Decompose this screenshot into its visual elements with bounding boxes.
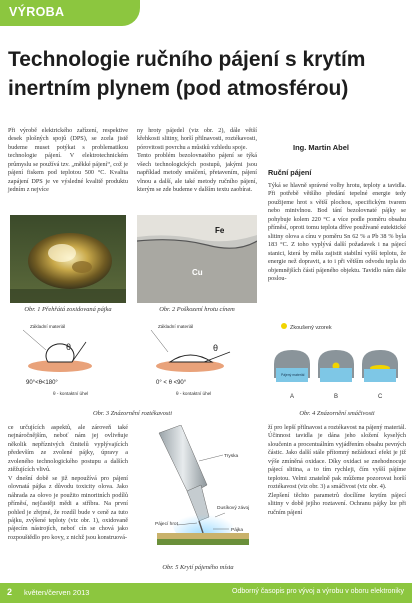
figure-3-base-label-right: Základní materiál [158, 324, 194, 329]
figure-5-diagram [137, 425, 259, 560]
body-column-1-bottom: ce určujících aspektů, ale zároveň také nejnáročnějším, neboť nám jej ovlivňuje několik nepříznivých činitelů vyplývajících především ze zvolené pájky, úpravy a zvoleného technologického postupu a dalších ztěžujících vlivů. V dnešní době se již nepoužívá pro pájení olovnatá pájka z důvodu toxicity olova. Jako náhrada za olovo je použito minoritních podílů příměsí, nejčastěji mědi a stříbra. Na první pohled je zřejmé, že rozdíl bude v ceně za tuto pájku, zvýšené teploty (viz obr. 1), oxidovaně pájecím nástrojích, neboť cín se chová jako rozpouštědlo pro kovy, z nichž jsou konstruová- [8, 424, 128, 541]
journal-name: Odborný časopis pro vývoj a výrobu v oboru elektroniky [232, 588, 404, 595]
figure-1-photo [10, 215, 126, 303]
figure-4-label-b: B [334, 394, 339, 400]
author: Ing. Martin Abel [293, 143, 349, 152]
section-label: VÝROBA [9, 5, 65, 19]
figure-3-theta-right: θ [213, 343, 219, 353]
page-number: 2 [7, 587, 13, 597]
figure-4-sample-label: Zkoušený vzorek [290, 325, 332, 331]
figure-3-angle-note-left: θ - kontaktní úhel [53, 391, 89, 396]
figure-3-theta-left: θ [66, 342, 72, 352]
section-heading: Ruční pájení [268, 168, 312, 177]
figure-3-angle-note-right: θ - kontaktní úhel [176, 391, 212, 396]
figure-3-range-left: 90°<θ<180° [26, 380, 58, 386]
figure-5-caption: Obr. 5 Krytí pájeného místa [162, 564, 234, 571]
figure-4-label-c: C [378, 394, 383, 400]
figure-4-label-a: A [290, 394, 295, 400]
title-line-1: Technologie ručního pájení s krytím [8, 47, 366, 71]
figure-5-label-hrot: Pájecí hrot [155, 522, 178, 527]
figure-2-label-cu: Cu [192, 268, 203, 277]
figure-2-photo [137, 215, 257, 303]
figure-3-range-right: 0° < θ <90° [156, 380, 187, 386]
figure-3-base-label-left: Základní materiál [30, 324, 66, 329]
body-column-1: Při výrobě elektrického zařízení, respektive desek plošných spojů (DPS), se zcela jistě budeme muset potýkat s problematikou technologie pájení. V elektrotechnickém průmyslu se používá tzv. „měkké pájení“, což je pájení fiskem pod teplotou 500 °C. Kvalita zapájení DPS je ve výsledné kvalitě produktu jedním z nejvíce [8, 127, 128, 194]
figure-4-material-label: Pájený materiál [281, 373, 305, 377]
figure-5-label-dusik: Dusíkový závoj [217, 506, 250, 511]
figure-2-label-fe: Fe [215, 226, 225, 235]
footer-bar [0, 583, 412, 603]
figure-5-label-tryska: Tryska [224, 454, 239, 459]
figure-4-caption: Obr. 4 Znázornění smáčivosti [299, 410, 375, 417]
figure-5-label-pajka: Pájka [231, 528, 243, 533]
body-column-3: Týká se hlavně správné volby hrotu, teploty a tavidla. Při potřebě většího předání tepelné energie tedy použijeme hrot s větší plochou, specifickým tvarem nebo minivlnou. Bod tání bezolovnaté pájky se pohybuje kolem 220 °C a více podle poměru obsahu příměsí, oproti tomu teplota dříve používané eutektické slitiny olova a cínu v poměru Sn 62 % a Pb 38 % byla 183 °C. Z toho vyplývá další požadavek i na pájecí stanici, která by měla zajistit stabilní vyšší teplotu, že energie než dopravit, a to i při větším odvodu tepla do objemnějších částí pájeného objektu. Tavidlo nám dále poslou- [268, 182, 406, 282]
article-title [8, 45, 400, 103]
body-column-2: ny hroty pájedel (viz obr. 2), dále větší křehkosti slitiny, horší přilnavosti, roztékavosti, pórovitosti povrchu a můstků vzhledu spoje. Tento problém bezolovnatého pájení se týká všech technologických postupů, jakými jsou například metody smáčení, přetavením, pájení vlnou a další, ale také metody ručního pájení, kterým se zde budeme v dalším textu zaobírat. [137, 127, 257, 194]
section-tag [0, 0, 140, 26]
figure-2-caption: Obr. 2 Poškození hrotu cínem [159, 306, 235, 313]
title-line-2: inertním plynem (pod atmosférou) [8, 76, 349, 100]
body-column-3-bottom: ží pro lepší přilnavost a roztékavost na pájený materiál. Účinnost tavidla je dána jeho složení kyselých sloučenin a procentuálním vyjádřením obsahu pevných částic. Jako další stále přítomný nežádoucí efekt je již výše zmíněná oxidace. Díky oxidaci se znehodnocuje pájecí slitina, a to tím rychleji, čím vyšší pájíme teplotou. Velmi znatelně pak můžeme pozorovat horší roztékavost (viz obr. 3) a smáčivost (viz obr. 4). Zlepšení těchto parametrů docílíme krytím pájecí slitiny v době jejího roztavení. Ochranu pájky lze při ručním pájení [268, 424, 406, 516]
figure-1-caption: Obr. 1 Přehřátá zoxidovaná pájka [24, 306, 112, 313]
figure-3-caption: Obr. 3 Znázornění roztékavosti [93, 410, 172, 417]
issue-date: květen/červen 2013 [24, 588, 90, 597]
figure-4-diagram [268, 318, 408, 418]
